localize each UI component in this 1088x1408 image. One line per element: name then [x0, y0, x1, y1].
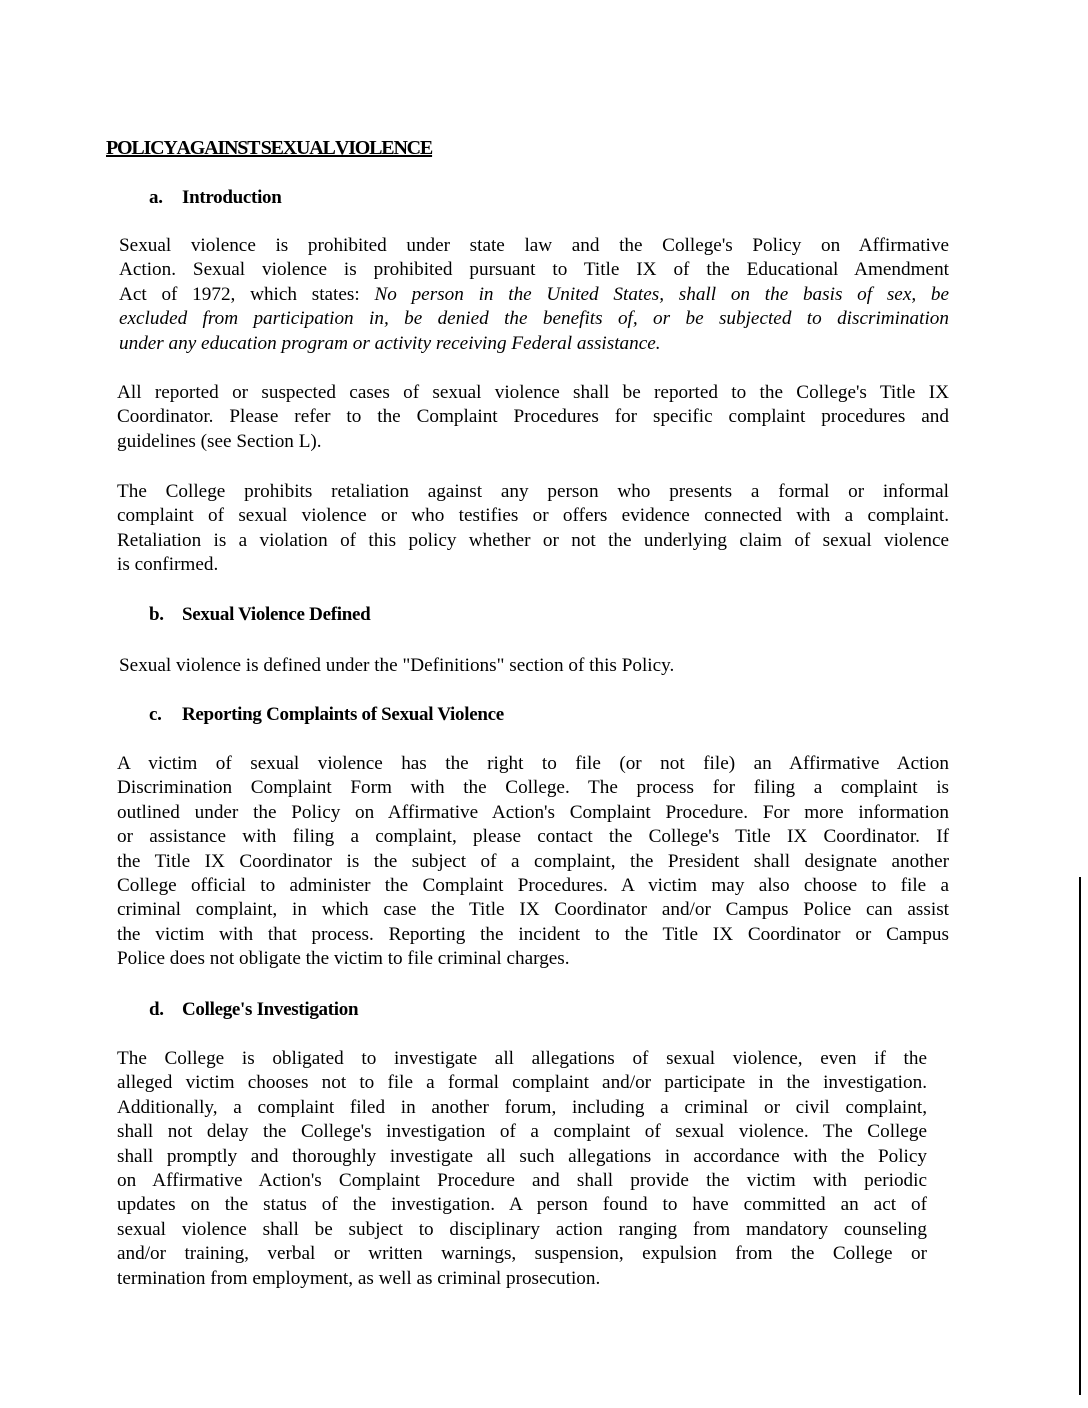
section-heading-introduction — [149, 187, 282, 209]
text-line: Discrimination Complaint Form with the College. The process for filing a complaint is — [117, 777, 949, 799]
section-letter: c. — [149, 704, 162, 725]
text-line: complaint of sexual violence or who testifies or offers evidence connected with a complaint. — [117, 505, 949, 527]
text-line: termination from employment, as well as criminal prosecution. — [117, 1267, 601, 1289]
text-line: the victim with that process. Reporting the incident to the Title IX Coordinator or Campus — [117, 923, 949, 945]
section-title: Sexual Violence Defined — [182, 604, 371, 625]
section-heading-sexual-violence-defined — [149, 604, 370, 626]
text-line: sexual violence shall be subject to disciplinary action ranging from mandatory counseling — [117, 1218, 927, 1240]
text-line-mixed — [119, 283, 949, 307]
margin-rule — [1079, 877, 1081, 1395]
paragraph-introduction-1 — [119, 234, 949, 356]
text-line: Retaliation is a violation of this policy whether or not the underlying claim of sexual violence — [117, 529, 949, 551]
text-line: Sexual violence is prohibited under state law and the College's Policy on Affirmative — [119, 235, 949, 256]
paragraph-definition — [119, 654, 951, 678]
text-line-italic: excluded from participation in, be denied the benefits of, or be subjected to discrimination — [119, 308, 949, 330]
text-line: The College prohibits retaliation against any person who presents a formal or informal — [117, 481, 949, 502]
text-line: Coordinator. Please refer to the Complaint Procedures for specific complaint procedures and — [117, 406, 949, 428]
paragraph-reporting — [117, 752, 949, 972]
text-line: criminal complaint, in which case the Title IX Coordinator and/or Campus Police can assist — [117, 899, 949, 921]
text-line: or assistance with filing a complaint, please contact the College's Title IX Coordinator. If — [117, 826, 949, 848]
text-line: A victim of sexual violence has the right to file (or not file) an Affirmative Action — [117, 753, 949, 774]
text-line: and/or training, verbal or written warnings, suspension, expulsion from the College or — [117, 1243, 927, 1265]
text-line: outlined under the Policy on Affirmative Action's Complaint Procedure. For more information — [117, 801, 949, 823]
text-line: The College is obligated to investigate all allegations of sexual violence, even if the — [117, 1048, 927, 1069]
section-title: Reporting Complaints of Sexual Violence — [182, 704, 504, 725]
text-line: the Title IX Coordinator is the subject of a complaint, the President shall designate another — [117, 850, 949, 872]
text-line: Action. Sexual violence is prohibited pursuant to Title IX of the Educational Amendment — [119, 259, 949, 281]
text-line: is confirmed. — [117, 554, 219, 576]
text-line: shall promptly and thoroughly investigate all such allegations in accordance with the Policy — [117, 1145, 927, 1167]
text-line: Police does not obligate the victim to file criminal charges. — [117, 948, 570, 970]
text-line: shall not delay the College's investigation of a complaint of sexual violence. The College — [117, 1121, 927, 1143]
text-line: Additionally, a complaint filed in another forum, including a criminal or civil complaint, — [117, 1096, 927, 1118]
section-title: Introduction — [182, 187, 282, 208]
section-heading-reporting-complaints — [149, 704, 504, 726]
section-heading-college-investigation — [149, 999, 358, 1021]
paragraph-investigation — [117, 1047, 927, 1291]
text-line: College official to administer the Complaint Procedures. A victim may also choose to file a — [117, 875, 949, 897]
document-title: POLICY AGAINST SEXUAL VIOLENCE — [106, 137, 433, 159]
section-letter: d. — [149, 999, 164, 1020]
text-line: updates on the status of the investigation. A person found to have committed an act of — [117, 1194, 927, 1216]
text-line: alleged victim chooses not to file a formal complaint and/or participate in the investigation. — [117, 1072, 927, 1094]
section-title: College's Investigation — [182, 999, 359, 1020]
section-letter: a. — [149, 187, 163, 208]
section-letter: b. — [149, 604, 164, 625]
text-plain: Act of 1972, which states: — [119, 283, 375, 305]
paragraph-introduction-2 — [117, 381, 949, 454]
paragraph-introduction-3 — [117, 480, 949, 578]
text-line: Sexual violence is defined under the "Definitions" section of this Policy. — [119, 655, 675, 676]
text-line-italic: under any education program or activity receiving Federal assistance. — [119, 332, 661, 354]
text-line: All reported or suspected cases of sexual violence shall be reported to the College's Title IX — [117, 382, 949, 403]
text-line: guidelines (see Section L). — [117, 430, 322, 452]
text-line: on Affirmative Action's Complaint Procedure and shall provide the victim with periodic — [117, 1170, 927, 1192]
text-italic: No person in the United States, shall on the basis of sex, be — [374, 283, 949, 305]
